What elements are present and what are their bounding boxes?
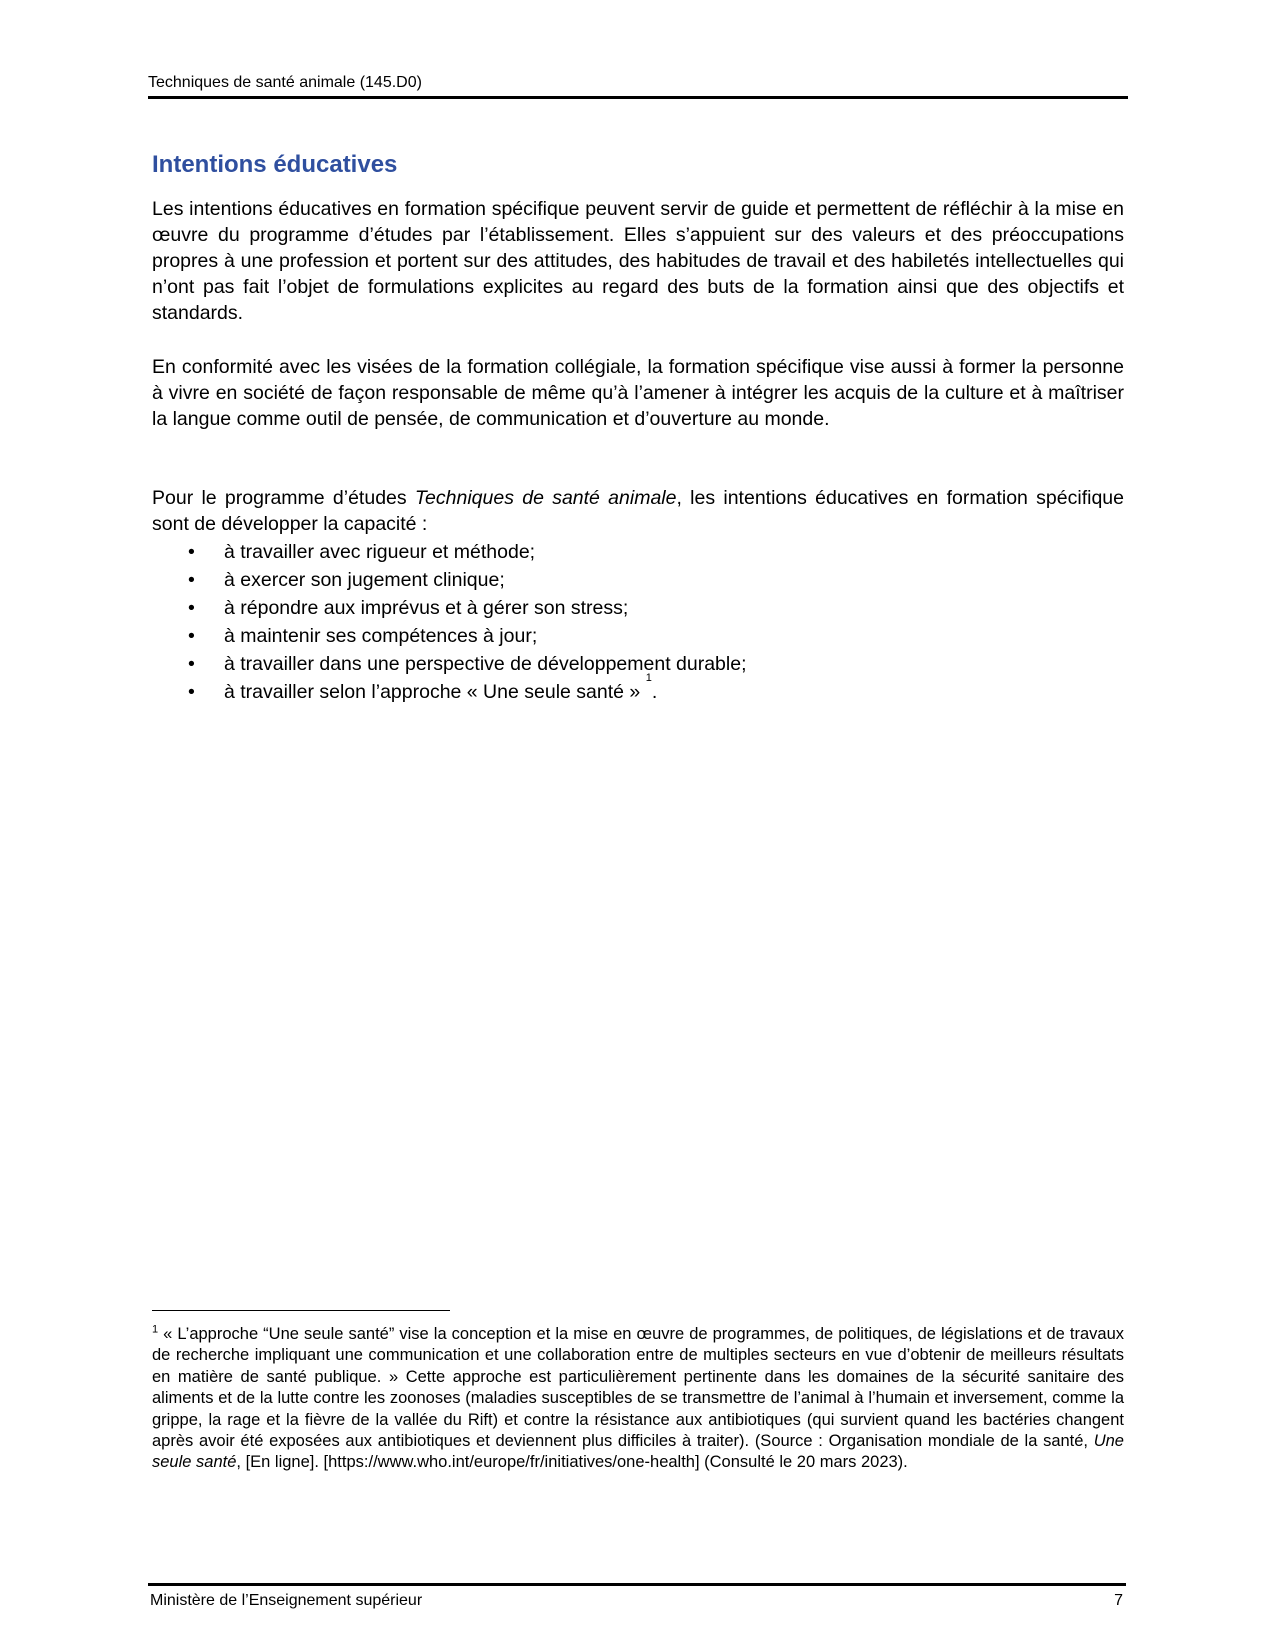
bullet-marker: •	[188, 541, 195, 563]
list-item	[188, 594, 747, 622]
list-item-text: à travailler dans une perspective de développement durable;	[224, 653, 747, 675]
footer-ministry: Ministère de l’Enseignement supérieur	[150, 1592, 423, 1609]
list-item-text: à travailler selon l’approche « Une seule santé »	[224, 681, 641, 703]
paragraph-intro	[152, 196, 1124, 326]
footer-rule	[148, 1583, 1126, 1586]
paragraph-text-end: , les intentions éducatives en formation spécifique sont de développer la capacité :	[152, 487, 1124, 535]
footnote-reference: 1	[645, 672, 652, 684]
footnote-separator	[152, 1310, 450, 1311]
list-item	[188, 672, 747, 706]
bullet-marker: •	[188, 597, 195, 619]
list-item	[188, 622, 747, 650]
paragraph-conformity	[152, 354, 1124, 432]
list-item-text: à répondre aux imprévus et à gérer son stress;	[224, 597, 629, 619]
bullet-marker: •	[188, 653, 195, 675]
footnote-marker: 1	[152, 1323, 159, 1336]
capacity-list	[188, 538, 747, 706]
paragraph-text: En conformité avec les visées de la formation collégiale, la formation spécifique vise aussi à former la personne à vivre en société de façon responsable de même qu’à l’amener à intégrer les acquis de la culture et à maîtriser la langue comme outil de pensée, de communication et d’ouverture au monde.	[152, 356, 1124, 430]
bullet-marker: •	[188, 625, 195, 647]
list-item-suffix: .	[651, 681, 658, 703]
paragraph-text	[152, 485, 1124, 537]
paragraph-text: Les intentions éducatives en formation spécifique peuvent servir de guide et permettent de réfléchir à la mise en œuvre du programme d’études par l’établissement. Elles s’appuient sur des valeurs et des préoccupations propres à une profession et portent sur des attitudes, des habitudes de travail et des habiletés intellectuelles qui n’ont pas fait l’objet de formulations explicites au regard des buts de la formation ainsi que des objectifs et standards.	[152, 198, 1124, 324]
header-rule	[148, 96, 1128, 99]
footnote-source-title: Une seule santé	[152, 1432, 1124, 1472]
list-item	[188, 566, 747, 594]
list-item	[188, 650, 747, 678]
list-item-text: à maintenir ses compétences à jour;	[224, 625, 538, 647]
footnote-text-end: , [En ligne]. [https://www.who.int/europe/fr/initiatives/one-health] (Consulté le 20 mars 2023).	[236, 1453, 908, 1472]
paragraph-text-start: Pour le programme d’études	[152, 487, 415, 509]
paragraph-program	[152, 485, 1124, 537]
list-item	[188, 538, 747, 566]
list-item-text: à exercer son jugement clinique;	[224, 569, 505, 591]
running-header: Techniques de santé animale (145.D0)	[148, 74, 422, 91]
page-number: 7	[1114, 1592, 1123, 1609]
list-item-text: à travailler avec rigueur et méthode;	[224, 541, 536, 563]
footnote	[152, 1324, 1124, 1474]
section-title: Intentions éducatives	[152, 151, 398, 178]
bullet-marker: •	[188, 681, 195, 703]
program-name: Techniques de santé animale	[414, 487, 677, 509]
footnote-text-start: « L’approche “Une seule santé” vise la conception et la mise en œuvre de programmes, de politiques, de législations et de travaux de recherche impliquant une communication et une collaboration entre de multiples secteurs en vue d’obtenir de meilleurs résultats en matière de santé publique. » Cette approche est particulièrement pertinente dans les domaines de la sécurité sanitaire des aliments et de la lutte contre les zoonoses (maladies susceptibles de se transmettre de l’animal à l’humain et inversement, comme la grippe, la rage et la fièvre de la vallée du Rift) et contre la résistance aux antibiotiques (qui survient quand les bactéries changent après avoir été exposées aux antibiotiques et deviennent plus difficiles à traiter). (Source : Organisation mondiale de la santé,	[152, 1325, 1124, 1451]
bullet-marker: •	[188, 569, 195, 591]
